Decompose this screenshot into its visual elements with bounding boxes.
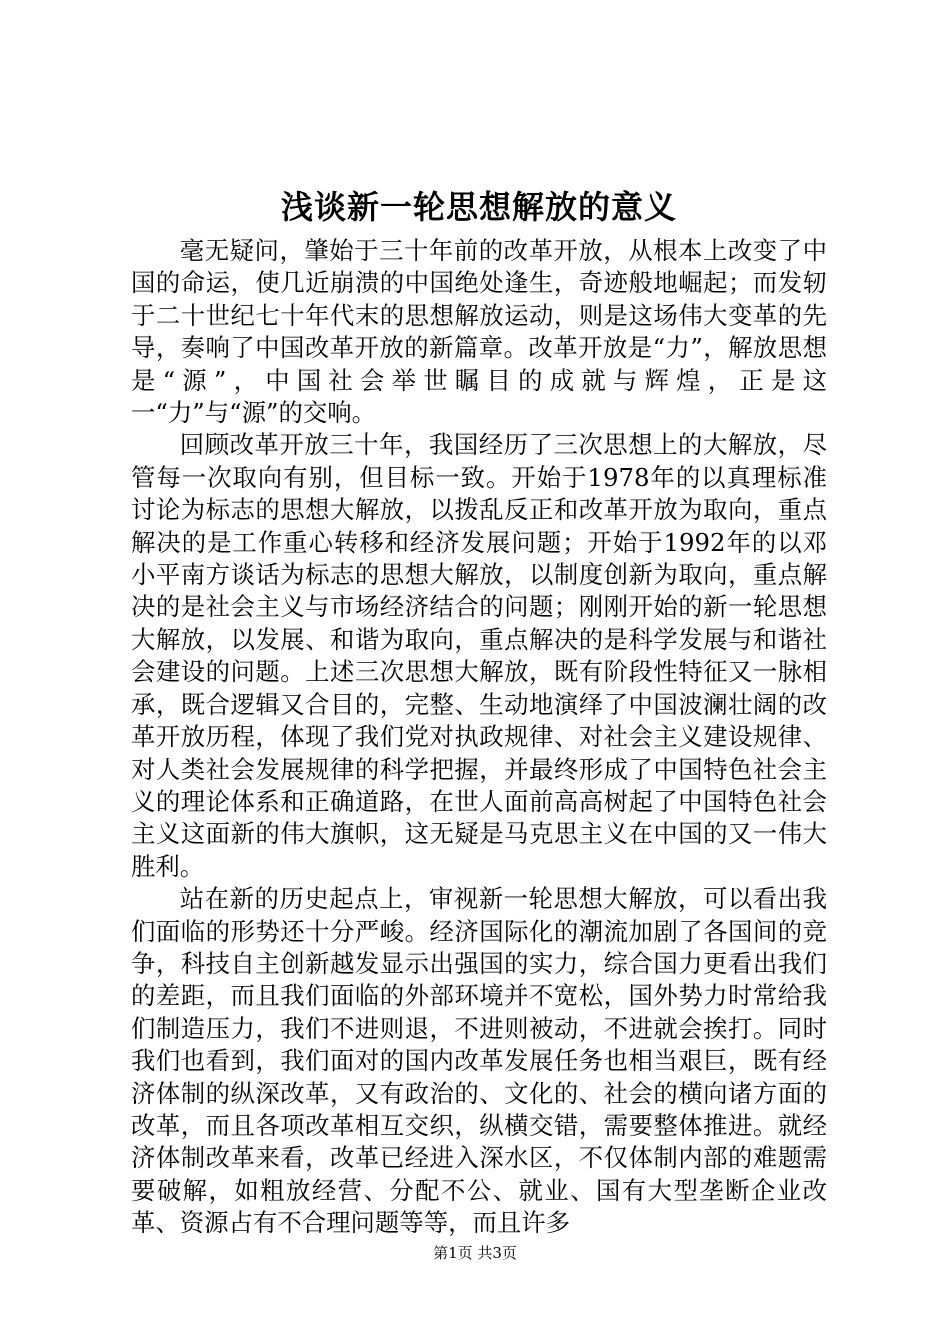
document-title: 浅谈新一轮思想解放的意义: [280, 188, 677, 226]
paragraph-3: 站在新的历史起点上，审视新一轮思想大解放，可以看出我们面临的形势还十分严峻。经济国际化的潮流加剧了各国间的竞争，科技自主创新越发显示出强国的实力，综合国力更看出我们的差距，而且我们面临的外部环境并不宽松，国外势力时常给我们制造压力，我们不进则退，不进则被动，不进就会挨打。同时我们也看到，我们面对的国内改革发展任务也相当艰巨，既有经济体制的纵深改革，又有政治的、文化的、社会的横向诸方面的改革，而且各项改革相互交织，纵横交错，需要整体推进。就经济体制改革来看，改革已经进入深水区，不仅体制内部的难题需要破解，如粗放经营、分配不公、就业、国有大型垄断企业改革、资源占有不合理问题等等，而且许多: [131, 884, 827, 1238]
page-footer: 第1页 共3页: [433, 1244, 517, 1262]
document-body: [131, 235, 827, 1240]
paragraph-2: 回顾改革开放三十年，我国经历了三次思想上的大解放，尽管每一次取向有别，但目标一致。开始于1978年的以真理标准讨论为标志的思想大解放，以拨乱反正和改革开放为取向，重点解决的是工作重心转移和经济发展问题；开始于1992年的以邓小平南方谈话为标志的思想大解放，以制度创新为取向，重点解决的是社会主义与市场经济结合的问题；刚刚开始的新一轮思想大解放，以发展、和谐为取向，重点解决的是科学发展与和谐社会建设的问题。上述三次思想大解放，既有阶段性特征又一脉相承，既合逻辑又合目的，完整、生动地演绎了中国波澜壮阔的改革开放历程，体现了我们党对执政规律、对社会主义建设规律、对人类社会发展规律的科学把握，并最终形成了中国特色社会主义的理论体系和正确道路，在世人面前高高树起了中国特色社会主义这面新的伟大旗帜，这无疑是马克思主义在中国的又一伟大胜利。: [131, 430, 827, 881]
paragraph-1: 毫无疑问，肇始于三十年前的改革开放，从根本上改变了中国的命运，使几近崩溃的中国绝处逢生，奇迹般地崛起；而发轫于二十世纪七十年代末的思想解放运动，则是这场伟大变革的先导，奏响了中国改革开放的新篇章。改革开放是“力”，解放思想是“源”，中国社会举世瞩目的成就与辉煌，正是这一“力”与“源”的交响。: [131, 236, 827, 428]
